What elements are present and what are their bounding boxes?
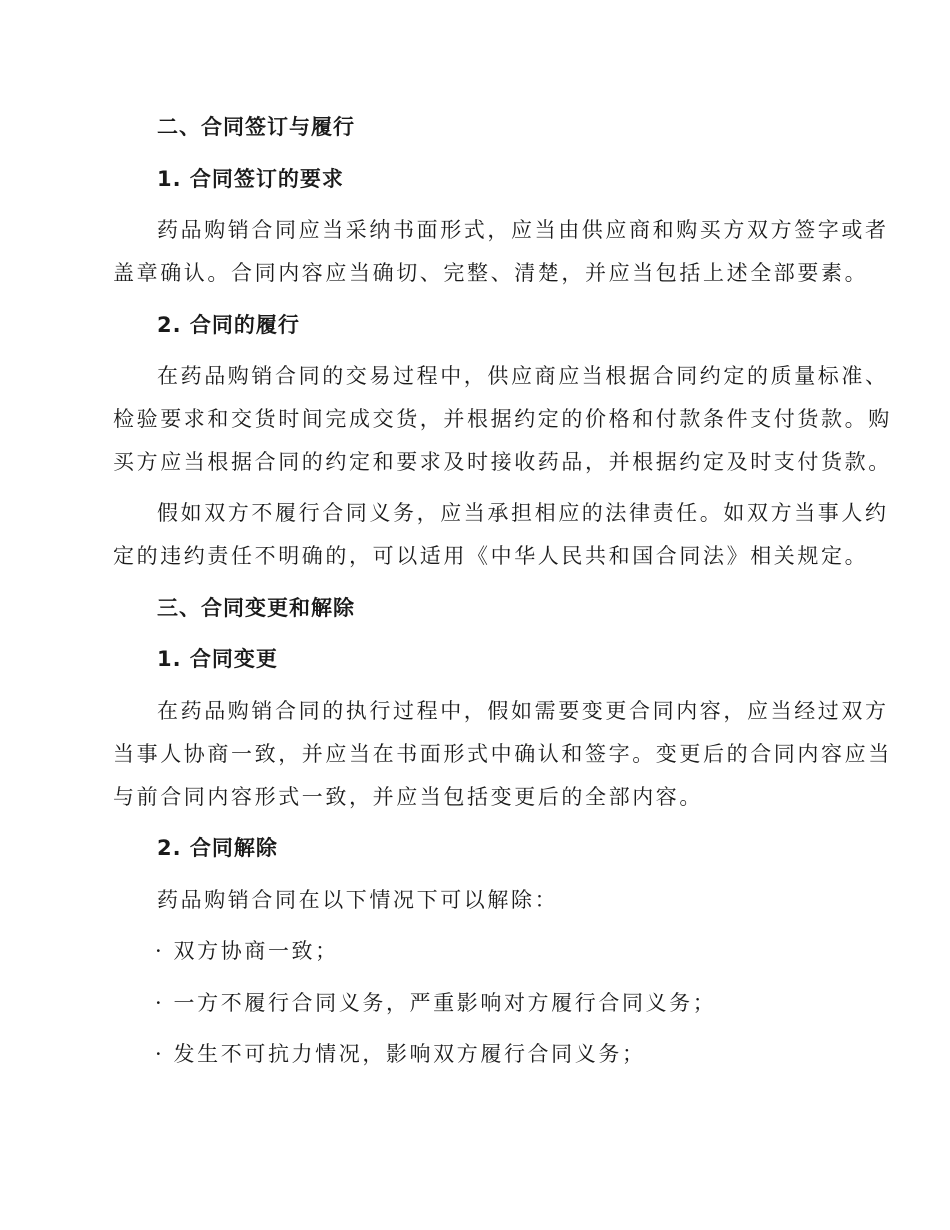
paragraph-line: 在药品购销合同的交易过程中，供应商应当根据合同约定的质量标准、: [157, 364, 889, 388]
section-heading-change-termination: 三、合同变更和解除: [157, 596, 355, 620]
subheading-signing-requirements: 1. 合同签订的要求: [157, 167, 344, 191]
paragraph-line: 药品购销合同在以下情况下可以解除：: [157, 888, 559, 912]
paragraph-line: 检验要求和交货时间完成交货，并根据约定的价格和付款条件支付货款。购: [113, 407, 892, 431]
subheading-contract-change: 1. 合同变更: [157, 647, 278, 671]
paragraph-line: 盖章确认。合同内容应当确切、完整、清楚，并应当包括上述全部要素。: [113, 261, 869, 285]
paragraph-line: 药品购销合同应当采纳书面形式，应当由供应商和购买方双方签字或者: [157, 218, 889, 242]
list-item: · 一方不履行合同义务，严重影响对方履行合同义务；: [155, 991, 717, 1015]
paragraph-line: 当事人协商一致，并应当在书面形式中确认和签字。变更后的合同内容应当: [113, 742, 892, 766]
subheading-contract-performance: 2. 合同的履行: [157, 313, 300, 337]
paragraph-line: 在药品购销合同的执行过程中，假如需要变更合同内容，应当经过双方: [157, 699, 889, 723]
list-item: · 双方协商一致；: [155, 939, 339, 963]
paragraph-line: 假如双方不履行合同义务，应当承担相应的法律责任。如双方当事人约: [157, 501, 889, 525]
subheading-contract-termination: 2. 合同解除: [157, 836, 278, 860]
paragraph-line: 买方应当根据合同的约定和要求及时接收药品，并根据约定及时支付货款。: [113, 450, 892, 474]
paragraph-line: 定的违约责任不明确的，可以适用《中华人民共和国合同法》相关规定。: [113, 544, 869, 568]
list-item: · 发生不可抗力情况，影响双方履行合同义务；: [155, 1042, 646, 1066]
section-heading-contract-signing: 二、合同签订与履行: [157, 115, 355, 139]
paragraph-line: 与前合同内容形式一致，并应当包括变更后的全部内容。: [113, 785, 703, 809]
